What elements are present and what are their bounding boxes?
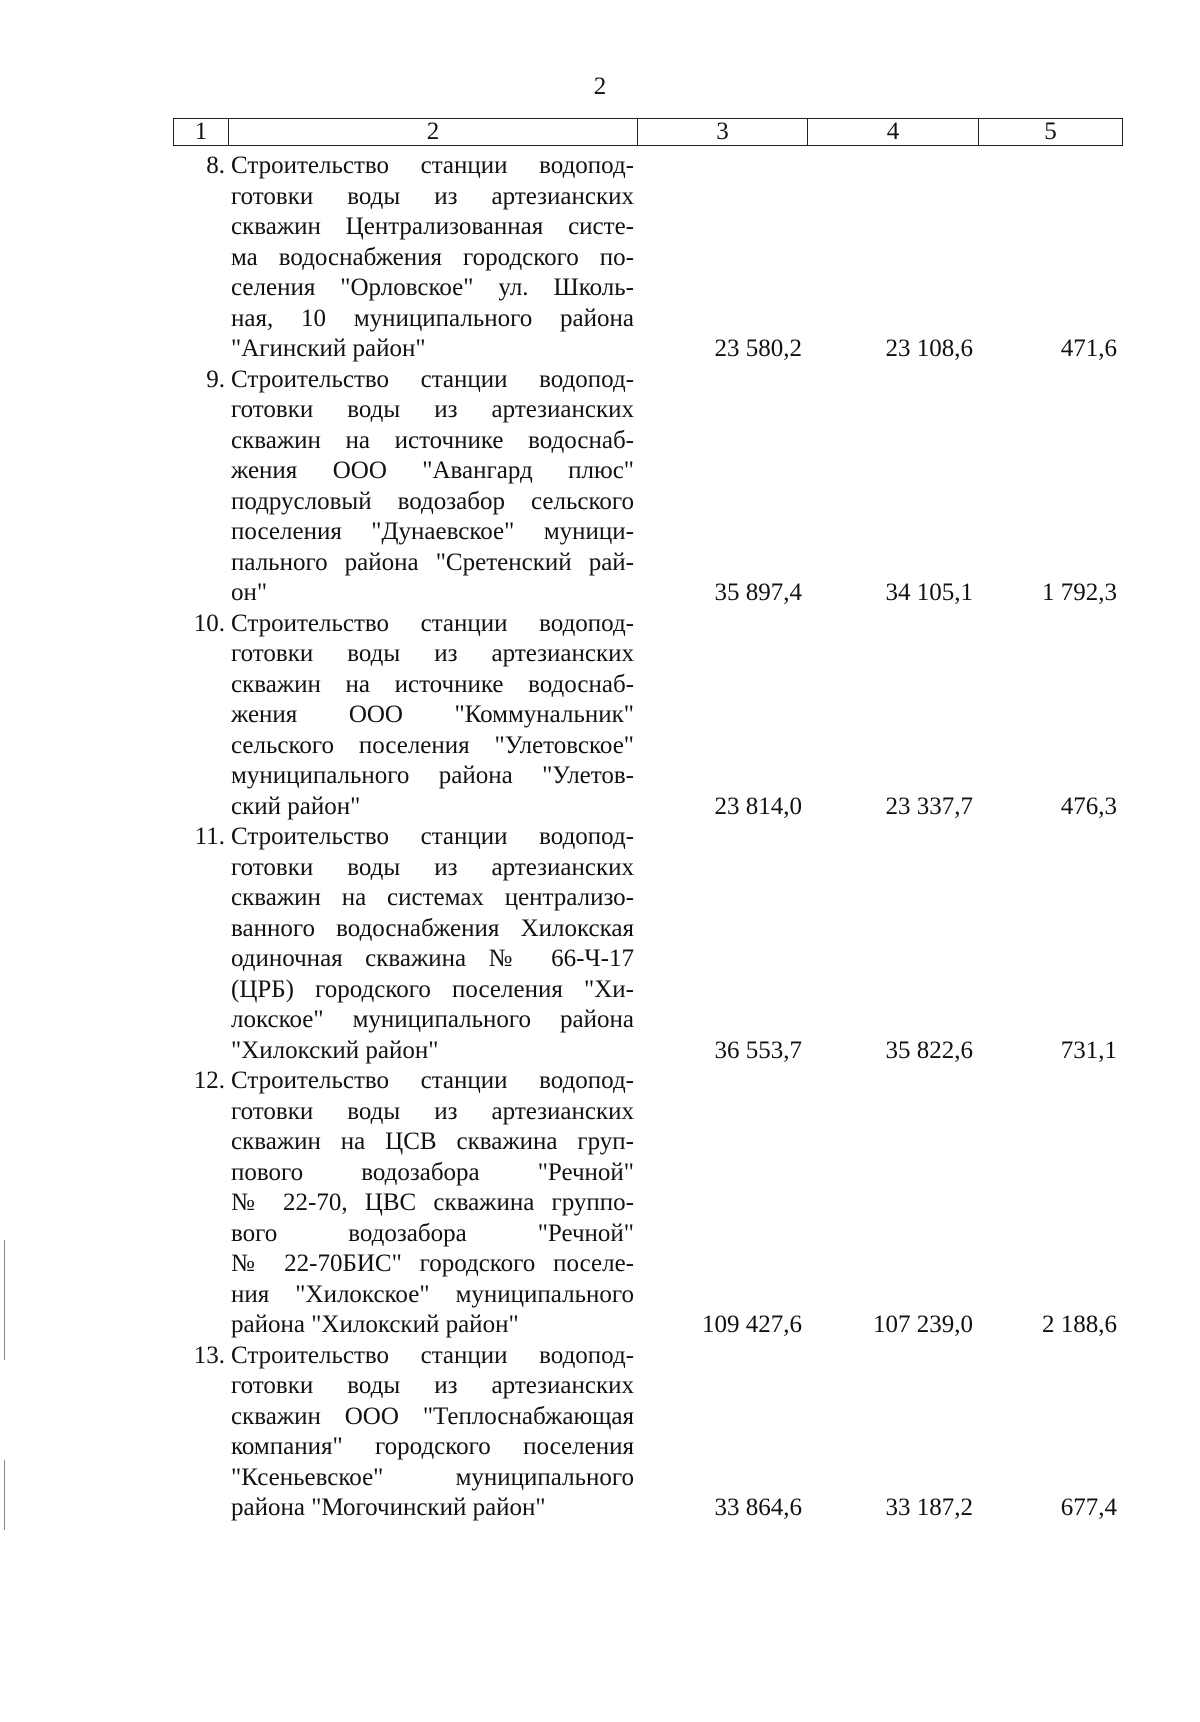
row-number: 9. bbox=[206, 365, 225, 393]
column-header-5: 5 bbox=[1044, 118, 1057, 145]
amount-regional: 476,3 bbox=[1060, 792, 1117, 820]
description-line: локское" муниципального района bbox=[231, 1006, 634, 1033]
description-line: № 22-70БИС" городского поселе- bbox=[231, 1250, 634, 1277]
table-row bbox=[173, 609, 1123, 823]
description-line: Строительство станции водопод- bbox=[231, 609, 634, 637]
description-line: готовки воды из артезианских bbox=[231, 853, 634, 881]
description-line: Строительство станции водопод- bbox=[231, 365, 634, 393]
description-line: жения ООО "Коммунальник" bbox=[231, 701, 634, 728]
description-line: "Ксеньевское" муниципального bbox=[231, 1463, 634, 1491]
table-row bbox=[173, 365, 1123, 609]
description-line: готовки воды из артезианских bbox=[231, 1372, 634, 1399]
description-line: "Агинский район" bbox=[231, 335, 426, 362]
row-description bbox=[231, 609, 634, 823]
description-line: № 22-70, ЦВС скважина группо- bbox=[231, 1189, 634, 1216]
description-line: подрусловый водозабор сельского bbox=[231, 487, 634, 515]
page-number: 2 bbox=[593, 73, 607, 100]
scan-artifact bbox=[4, 1240, 5, 1360]
amount-federal: 107 239,0 bbox=[873, 1311, 973, 1338]
description-line: поселения "Дунаевское" муници- bbox=[231, 518, 634, 545]
description-line: скважин на ЦСВ скважина груп- bbox=[231, 1128, 634, 1155]
description-line: пального района "Сретенский рай- bbox=[231, 548, 634, 576]
description-line: готовки воды из артезианских bbox=[231, 640, 634, 667]
row-description bbox=[231, 1341, 634, 1524]
description-line: района "Могочинский район" bbox=[231, 1494, 546, 1521]
description-line: сельского поселения "Улетовское" bbox=[231, 731, 634, 759]
description-line: ма водоснабжения городского по- bbox=[231, 243, 634, 271]
amount-federal: 23 337,7 bbox=[885, 792, 973, 820]
description-line: ния "Хилокское" муниципального bbox=[231, 1280, 634, 1308]
row-description bbox=[231, 151, 634, 365]
description-line: (ЦРБ) городского поселения "Хи- bbox=[231, 975, 634, 1003]
table-row bbox=[173, 151, 1123, 365]
description-line: скважин на источнике водоснаб- bbox=[231, 426, 634, 454]
description-line: ванного водоснабжения Хилокская bbox=[231, 914, 634, 942]
description-line: ский район" bbox=[231, 792, 361, 820]
row-number: 10. bbox=[193, 609, 225, 637]
description-line: скважин ООО "Теплоснабжающая bbox=[231, 1402, 634, 1430]
amount-total: 35 897,4 bbox=[714, 579, 802, 606]
column-header-4: 4 bbox=[808, 119, 979, 145]
row-description bbox=[231, 1066, 634, 1341]
row-number: 13. bbox=[193, 1341, 225, 1369]
amount-total: 23 814,0 bbox=[714, 792, 802, 820]
description-line: компания" городского поселения bbox=[231, 1433, 634, 1460]
amount-total: 33 864,6 bbox=[714, 1494, 802, 1521]
row-description bbox=[231, 365, 634, 609]
description-line: Строительство станции водопод- bbox=[231, 823, 634, 850]
description-line: он" bbox=[231, 579, 268, 606]
row-description bbox=[231, 822, 634, 1066]
description-line: готовки воды из артезианских bbox=[231, 396, 634, 423]
column-header-3: 3 bbox=[638, 119, 808, 145]
description-line: жения ООО "Авангард плюс" bbox=[231, 457, 634, 484]
description-line: муниципального района "Улетов- bbox=[231, 762, 634, 789]
description-line: ная, 10 муниципального района bbox=[231, 304, 634, 332]
description-line: готовки воды из артезианских bbox=[231, 1097, 634, 1125]
table-row bbox=[173, 1066, 1123, 1341]
table-row bbox=[173, 1341, 1123, 1524]
amount-federal: 33 187,2 bbox=[885, 1494, 973, 1521]
table-header-row bbox=[173, 118, 1123, 146]
description-line: вого водозабора "Речной" bbox=[231, 1219, 634, 1247]
amount-regional: 1 792,3 bbox=[1042, 579, 1117, 606]
column-header-1: 1 bbox=[174, 119, 229, 145]
amount-total: 23 580,2 bbox=[714, 335, 802, 362]
description-line: скважин на источнике водоснаб- bbox=[231, 670, 634, 698]
amount-regional: 2 188,6 bbox=[1042, 1311, 1117, 1338]
description-line: "Хилокский район" bbox=[231, 1036, 439, 1064]
scan-artifact bbox=[4, 1460, 5, 1530]
amount-total: 36 553,7 bbox=[714, 1036, 802, 1064]
column-header-2: 2 bbox=[229, 119, 638, 145]
description-line: пового водозабора "Речной" bbox=[231, 1158, 634, 1186]
row-number: 12. bbox=[193, 1067, 225, 1094]
amount-total: 109 427,6 bbox=[702, 1311, 802, 1338]
amount-federal: 23 108,6 bbox=[885, 335, 973, 362]
amount-regional: 471,6 bbox=[1060, 335, 1117, 362]
description-line: района "Хилокский район" bbox=[231, 1311, 519, 1338]
description-line: Строительство станции водопод- bbox=[231, 1067, 634, 1094]
description-line: Строительство станции водопод- bbox=[231, 152, 634, 179]
table-row bbox=[173, 822, 1123, 1066]
description-line: одиночная скважина № 66-Ч-17 bbox=[231, 945, 634, 972]
description-line: скважин Централизованная систе- bbox=[231, 213, 634, 240]
row-number: 8. bbox=[206, 152, 225, 179]
amount-federal: 35 822,6 bbox=[885, 1036, 973, 1064]
description-line: готовки воды из артезианских bbox=[231, 182, 634, 210]
amount-regional: 731,1 bbox=[1060, 1036, 1117, 1064]
description-line: скважин на системах централизо- bbox=[231, 884, 634, 911]
description-line: селения "Орловское" ул. Школь- bbox=[231, 274, 634, 301]
amount-federal: 34 105,1 bbox=[885, 579, 973, 606]
row-number: 11. bbox=[194, 823, 225, 850]
amount-regional: 677,4 bbox=[1060, 1494, 1117, 1521]
description-line: Строительство станции водопод- bbox=[231, 1341, 634, 1369]
